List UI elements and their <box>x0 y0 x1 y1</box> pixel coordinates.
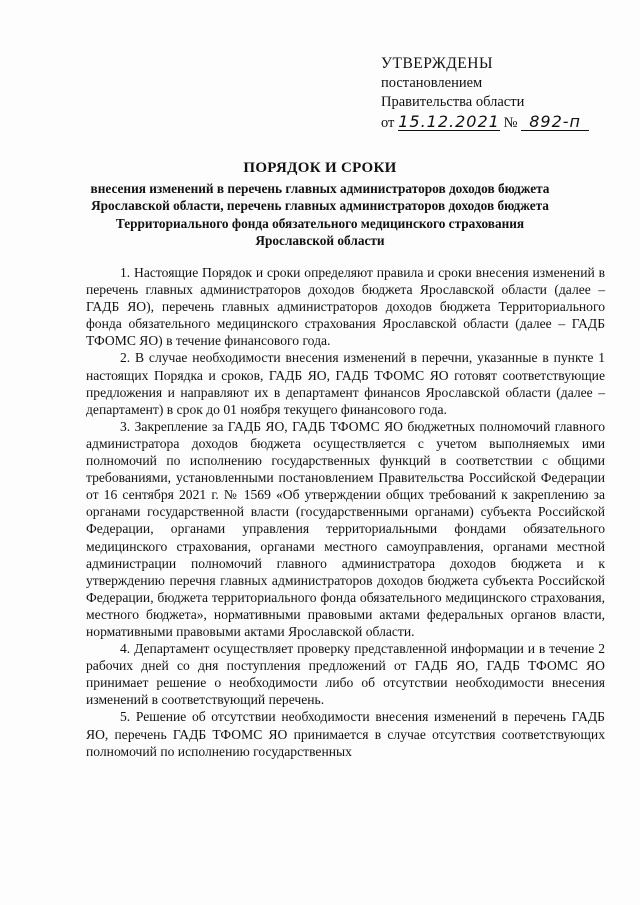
approval-date-line <box>381 113 631 134</box>
approval-number-sign: № <box>503 114 518 131</box>
approval-line-resolution: постановлением <box>381 74 483 91</box>
document-subtitle: внесения изменений в перечень главных администраторов доходов бюджета Ярославской области, перечень главных администраторов доходов бюджета Территориального фонда обязательного медицинского страхования Ярославской области <box>90 181 550 249</box>
approval-stamp <box>381 54 631 133</box>
document-title: ПОРЯДОК И СРОКИ <box>243 160 397 176</box>
approval-title: УТВЕРЖДЕНЫ <box>381 55 493 72</box>
approval-date-prefix: от <box>381 114 395 131</box>
paragraph-5: 5. Решение об отсутствии необходимости внесения изменений в перечень ГАДБ ЯО, перечень ГАДБ ТФОМС ЯО принимается в случае отсутствия соответствующих полномочий по исполнению государственных <box>86 709 605 759</box>
approval-number: 892-п <box>521 113 589 131</box>
paragraph-3: 3. Закрепление за ГАДБ ЯО, ГАДБ ТФОМС ЯО бюджетных полномочий главного администратора доходов бюджета осуществляется с учетом выполняемых ими полномочий по исполнению государственных функций в соответствии с общими требованиями, установленными постановлением Правительства Российской Федерации от 16 сентября 2021 г. № 1569 «Об утверждении общих требований к закреплению за органами государственной власти (государственными органами) субъекта Российской Федерации, органами управления территориальными фондами обязательного медицинского страхования, органами местного самоуправления, органами местной администрации полномочий главного администратора доходов бюджета и к утверждению перечня главных администраторов доходов бюджета субъекта Российской Федерации, бюджета территориального фонда обязательного медицинского страхования, местного бюджета», нормативными правовыми актами федеральных органов власти, нормативными правовыми актами Ярославской области. <box>86 418 605 639</box>
paragraph-1: 1. Настоящие Порядок и сроки определяют правила и сроки внесения изменений в перечень главных администраторов доходов бюджета Ярославской области (далее – ГАДБ ЯО), перечень главных администраторов доходов бюджета Территориального фонда обязательного медицинского страхования Ярославской области (далее – ГАДБ ТФОМС ЯО) в течение финансового года. <box>86 265 605 349</box>
approval-line-government: Правительства области <box>381 94 525 110</box>
document-body <box>86 264 605 760</box>
approval-date: 15.12.2021 <box>398 111 500 131</box>
paragraph-4: 4. Департамент осуществляет проверку представленной информации и в течение 2 рабочих дней со дня поступления предложений от ГАДБ ЯО, ГАДБ ТФОМС ЯО принимает решение о необходимости либо об отсутствии необходимости внесения изменений в соответствующий перечень. <box>86 641 605 708</box>
paragraph-2: 2. В случае необходимости внесения изменений в перечни, указанные в пункте 1 настоящих Порядка и сроков, ГАДБ ЯО, ГАДБ ТФОМС ЯО готовят соответствующие предложения и направляют их в департамент финансов Ярославской области (далее – департамент) в срок до 01 ноября текущего финансового года. <box>86 350 605 417</box>
